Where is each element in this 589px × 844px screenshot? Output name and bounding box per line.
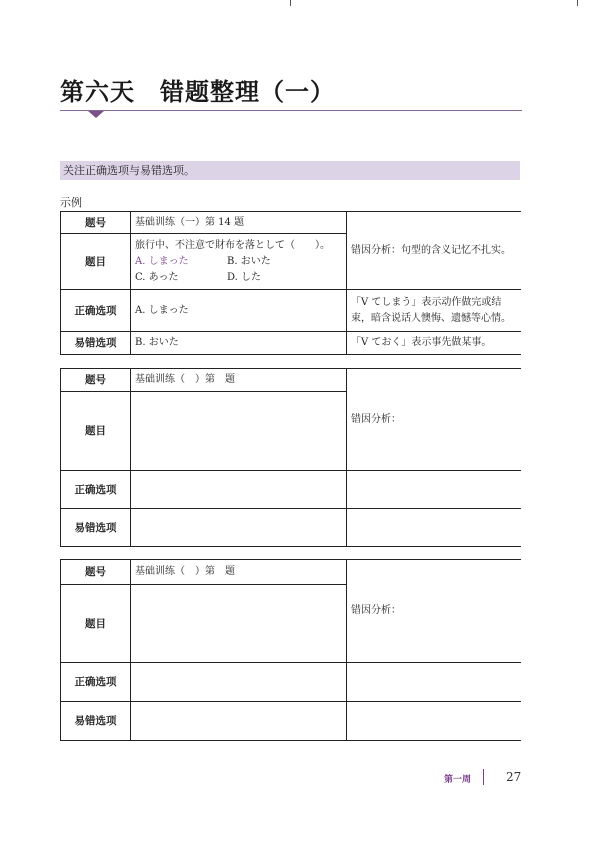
table-row	[61, 212, 521, 234]
blank-question-cell	[131, 392, 347, 471]
footer-separator	[483, 769, 484, 785]
option-b: B. おいた	[227, 255, 271, 267]
table-row	[61, 509, 521, 547]
wrong-header: 易错选项	[61, 509, 131, 547]
page-number: 27	[506, 770, 522, 784]
blank-correct-note-cell	[347, 471, 521, 509]
example-analysis: 错因分析：句型的含义记忆不扎实。	[347, 212, 521, 290]
crop-mark-right	[577, 0, 578, 6]
crop-mark-left	[290, 0, 291, 6]
example-question-text: 旅行中、不注意で財布を落として（ ）。	[135, 239, 330, 251]
instruction-bar: 关注正确选项与易错选项。	[60, 161, 520, 180]
table-row	[61, 663, 521, 702]
table-row	[61, 471, 521, 509]
correct-header: 正确选项	[61, 663, 131, 702]
question-header: 题目	[61, 392, 131, 471]
blank-wrong-note-cell	[347, 509, 521, 547]
table-row	[61, 702, 521, 741]
blank-table-1	[60, 368, 521, 547]
question-header: 题目	[61, 234, 131, 290]
number-header: 题号	[61, 560, 131, 585]
example-table	[60, 211, 521, 355]
wrong-header: 易错选项	[61, 702, 131, 741]
footer-section-label: 第一周	[444, 775, 472, 785]
title-underline	[60, 110, 522, 111]
table-row	[61, 332, 521, 355]
blank-number: 基础训练（ ）第 题	[131, 560, 347, 585]
table-row	[61, 560, 521, 585]
blank-wrong-cell	[131, 509, 347, 547]
example-number: 基础训练（一）第 14 题	[131, 212, 347, 234]
blank-table-2	[60, 559, 521, 741]
blank-analysis: 错因分析：	[347, 369, 521, 471]
table-row	[61, 290, 521, 332]
example-question-cell	[131, 234, 347, 290]
page-title: 第六天 错题整理（一）	[60, 78, 335, 106]
example-label: 示例	[60, 196, 82, 209]
option-d: D. した	[227, 271, 262, 283]
example-correct-note: 「V てしまう」表示动作做完或结束，暗含说话人懊悔、遗憾等心情。	[347, 290, 521, 332]
correct-header: 正确选项	[61, 471, 131, 509]
example-wrong-note: 「V ておく」表示事先做某事。	[347, 332, 521, 355]
table-row	[61, 369, 521, 392]
blank-wrong-cell	[131, 702, 347, 741]
option-c: C. あった	[135, 271, 179, 283]
number-header: 题号	[61, 369, 131, 392]
blank-question-cell	[131, 585, 347, 663]
title-pointer-triangle	[88, 111, 104, 118]
example-correct: A. しまった	[131, 290, 347, 332]
blank-number: 基础训练（ ）第 题	[131, 369, 347, 392]
options-line-2	[135, 270, 342, 286]
example-wrong: B. おいた	[131, 332, 347, 355]
blank-wrong-note-cell	[347, 702, 521, 741]
blank-correct-cell	[131, 471, 347, 509]
blank-analysis: 错因分析：	[347, 560, 521, 663]
option-a: A. しまった	[135, 255, 189, 267]
blank-correct-note-cell	[347, 663, 521, 702]
question-header: 题目	[61, 585, 131, 663]
number-header: 题号	[61, 212, 131, 234]
correct-header: 正确选项	[61, 290, 131, 332]
blank-correct-cell	[131, 663, 347, 702]
wrong-header: 易错选项	[61, 332, 131, 355]
options-line-1	[135, 254, 342, 270]
